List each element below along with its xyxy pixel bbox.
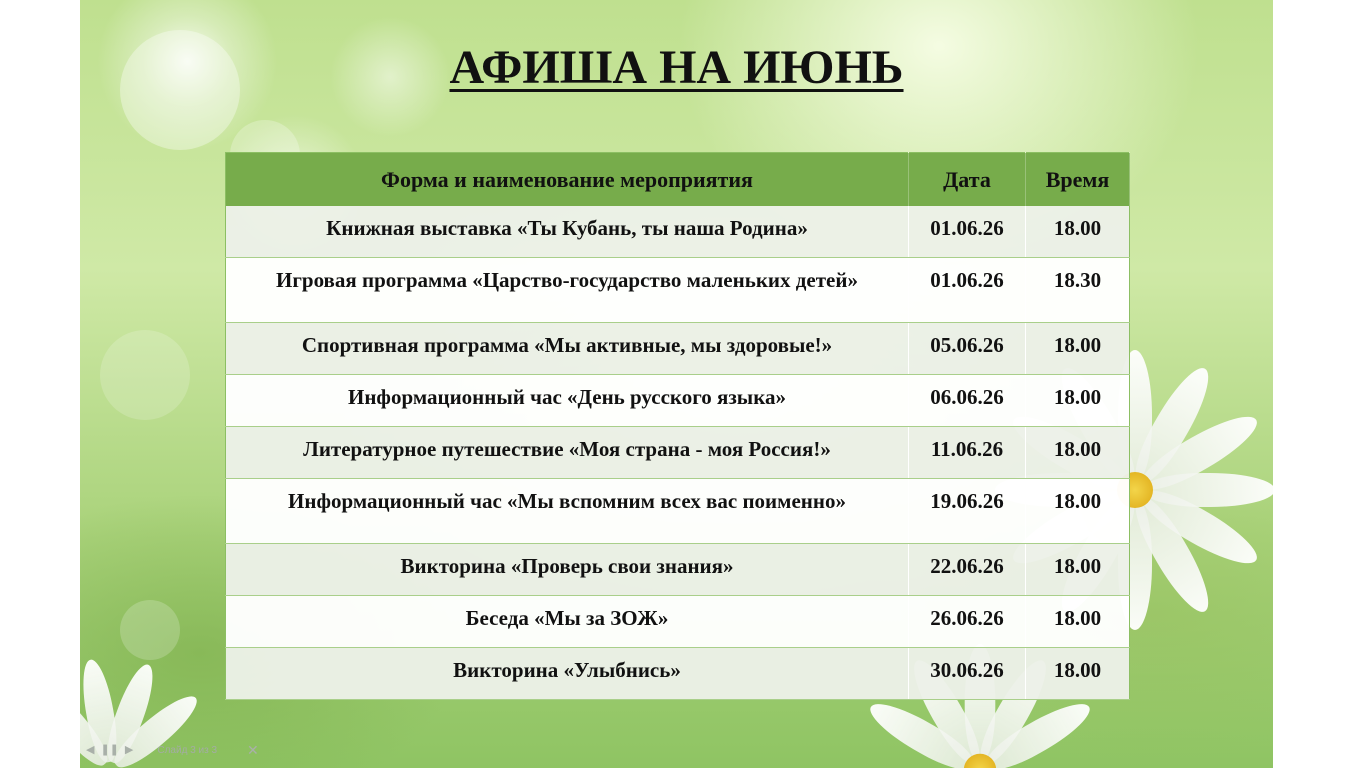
page-title: АФИША НА ИЮНЬ	[449, 41, 904, 94]
slide-counter: Слайд 3 из 3	[157, 744, 218, 756]
event-name-cell: Беседа «Мы за ЗОЖ»	[226, 596, 909, 648]
close-icon[interactable]: ✕	[247, 742, 259, 758]
table-row	[226, 648, 1130, 700]
header-time: Время	[1026, 153, 1130, 207]
event-date-cell: 01.06.26	[909, 258, 1026, 323]
event-date-cell: 11.06.26	[909, 427, 1026, 479]
event-name-cell: Литературное путешествие «Моя страна - моя Россия!»	[226, 427, 909, 479]
event-date-cell: 19.06.26	[909, 479, 1026, 544]
event-time-cell: 18.00	[1026, 596, 1130, 648]
event-time-cell: 18.00	[1026, 323, 1130, 375]
event-time-cell: 18.00	[1026, 479, 1130, 544]
bokeh-decoration	[120, 600, 180, 660]
event-name-cell: Информационный час «День русского языка»	[226, 375, 909, 427]
table-row	[226, 323, 1130, 375]
event-time-cell: 18.00	[1026, 206, 1130, 258]
event-name-cell: Викторина «Проверь свои знания»	[226, 544, 909, 596]
table-row	[226, 427, 1130, 479]
event-name-cell: Спортивная программа «Мы активные, мы здоровые!»	[226, 323, 909, 375]
event-name-cell: Игровая программа «Царство-государство маленьких детей»	[226, 258, 909, 323]
table-row	[226, 544, 1130, 596]
table-header-row	[226, 153, 1130, 207]
table-row	[226, 258, 1130, 323]
event-date-cell: 05.06.26	[909, 323, 1026, 375]
event-name-cell: Книжная выставка «Ты Кубань, ты наша Родина»	[226, 206, 909, 258]
event-date-cell: 26.06.26	[909, 596, 1026, 648]
events-table	[225, 152, 1130, 700]
table-row	[226, 479, 1130, 544]
pause-icon[interactable]: ❚❚	[100, 743, 119, 756]
slideshow-controls	[86, 740, 259, 760]
event-time-cell: 18.00	[1026, 375, 1130, 427]
table-row	[226, 206, 1130, 258]
event-date-cell: 22.06.26	[909, 544, 1026, 596]
previous-slide-icon[interactable]: ◀	[86, 743, 95, 756]
slide	[80, 0, 1273, 768]
event-time-cell: 18.30	[1026, 258, 1130, 323]
event-time-cell: 18.00	[1026, 648, 1130, 700]
table-row	[226, 596, 1130, 648]
event-date-cell: 06.06.26	[909, 375, 1026, 427]
header-date: Дата	[909, 153, 1026, 207]
bokeh-decoration	[100, 330, 190, 420]
event-time-cell: 18.00	[1026, 544, 1130, 596]
event-date-cell: 01.06.26	[909, 206, 1026, 258]
event-name-cell: Викторина «Улыбнись»	[226, 648, 909, 700]
next-slide-icon[interactable]: ▶	[124, 743, 134, 756]
event-name-cell: Информационный час «Мы вспомним всех вас поименно»	[226, 479, 909, 544]
event-date-cell: 30.06.26	[909, 648, 1026, 700]
header-event-name: Форма и наименование мероприятия	[226, 153, 909, 207]
table-row	[226, 375, 1130, 427]
event-time-cell: 18.00	[1026, 427, 1130, 479]
